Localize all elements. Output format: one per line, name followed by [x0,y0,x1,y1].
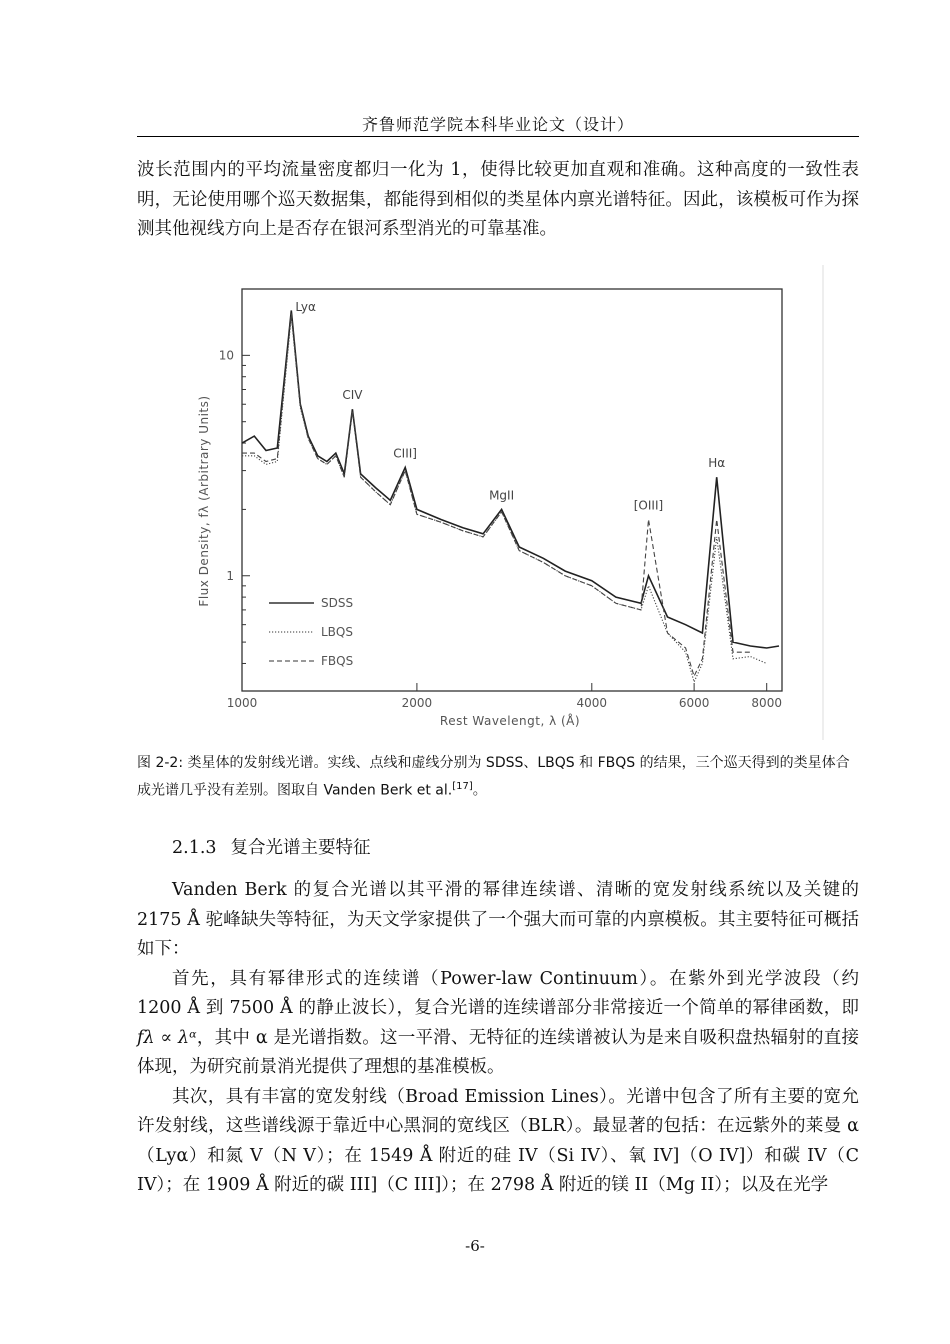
caption-end: 。 [472,782,487,799]
paragraph-2b: ，其中 α 是光谱指数。这一平滑、无特征的连续谱被认为是来自吸积盘热辐射的直接体现，为研究前景消光提供了理想的基准模板。 [137,1027,859,1077]
subsection-number: 2.1.3 [172,838,217,858]
page-number: -6- [465,1237,485,1255]
intro-text: 波长范围内的平均流量密度都归一化为 1，使得比较更加直观和准确。这种高度的一致性表明，无论使用哪个巡天数据集，都能得到相似的类星体内禀光谱特征。因此，该模板可作为探测其他视线方向上是否存在银河系型消光的可靠基准。 [137,160,859,239]
x-tick-label: 2000 [401,696,433,710]
paragraph-3: 其次，具有丰富的宽发射线（Broad Emission Lines）。光谱中包含了所有主要的宽允许发射线，这些谱线源于靠近中心黑洞的宽线区（BLR）。最显著的包括：在远紫外的莱曼 α（Lyα）和氮 V（N V）；在 1549 Å 附近的硅 IV（Si IV）、氧 IV]（O IV]）和碳 IV（C IV）；在 1909 Å 附近的碳 III]（C III]）；在 2798 Å 附近的镁 II（Mg II）；以及在光学 [137,1086,859,1195]
header-rule [137,136,859,137]
caption-ref: [17] [452,781,473,792]
quasar-spectrum-figure [180,265,825,740]
spectrum-chart [180,265,825,740]
legend-label: SDSS [321,596,354,610]
emission-line-label: Lyα [295,300,316,314]
emission-line-label: CIV [342,388,363,403]
legend-label: FBQS [321,654,354,668]
y-axis-label: Flux Density, fλ (Arbitrary Units) [197,395,211,607]
paragraph-2a: 首先，具有幂律形式的连续谱（Power-law Continuum）。在紫外到光学波段（约 1200 Å 到 7500 Å 的静止波长），复合光谱的连续谱部分非常接近一个简单的幂律函数，即 [137,968,859,1018]
x-tick-label: 6000 [678,696,710,710]
emission-line-label: Hα [708,456,726,471]
emission-line-label: CIII] [393,446,417,461]
subsection-heading [172,834,371,859]
x-tick-label: 1000 [226,696,258,710]
figure-background [180,265,825,740]
body-text [137,876,859,1201]
y-tick-label: 10 [218,348,234,363]
legend-label: LBQS [321,625,353,639]
x-axis-label: Rest Wavelengt, λ (Å) [439,714,581,728]
paragraph-1: Vanden Berk 的复合光谱以其平滑的幂律连续谱、清晰的宽发射线系统以及关键的 2175 Å 驼峰缺失等特征，为天文学家提供了一个强大而可靠的内禀模板。其主要特征可概括如下： [137,880,859,959]
power-law-formula: fλ ∝ λᵅ [137,1027,197,1048]
x-tick-label: 4000 [576,696,608,710]
emission-line-label: MgII [489,488,515,503]
intro-paragraph [137,156,859,245]
y-tick-label: 1 [226,568,234,583]
figure-caption [137,752,859,803]
x-tick-label: 8000 [751,696,782,710]
running-header: 齐鲁师范学院本科毕业论文（设计） [361,115,634,134]
emission-line-label: [OIII] [633,498,664,513]
caption-text: 图 2-2: 类星体的发射线光谱。实线、点线和虚线分别为 SDSS、LBQS 和 FBQS 的结果，三个巡天得到的类星体合成光谱几乎没有差别。图取自 Vanden Berk et al. [137,755,850,799]
subsection-title: 复合光谱主要特征 [230,838,371,858]
paragraph-2 [137,965,859,1083]
